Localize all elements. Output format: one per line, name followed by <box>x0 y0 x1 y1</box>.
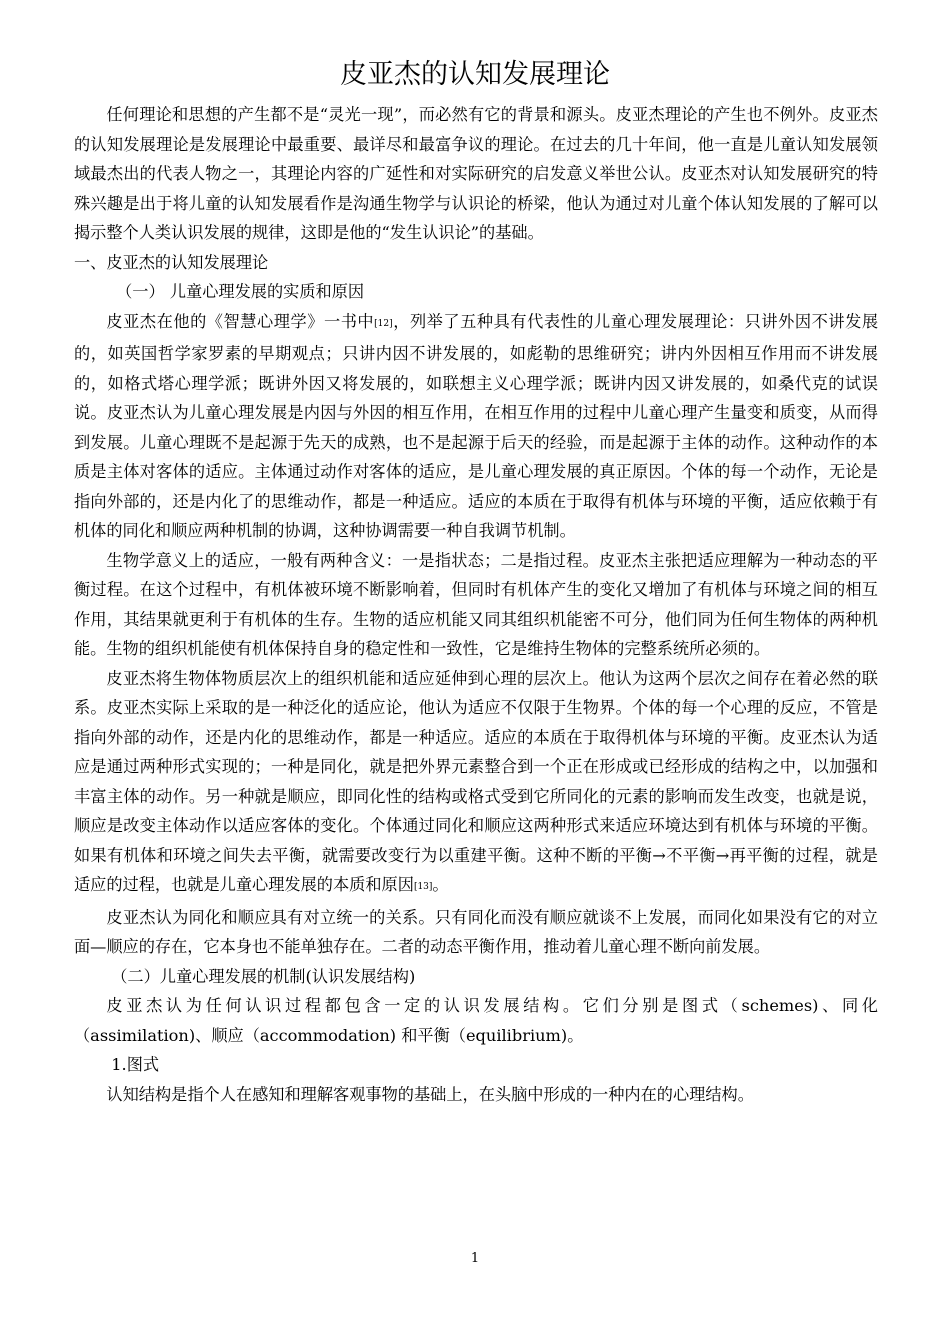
citation-reference: [12] <box>374 318 393 329</box>
body-paragraph: 生物学意义上的适应，一般有两种含义：一是指状态；二是指过程。皮亚杰主张把适应理解为一种动态的平衡过程。在这个过程中，有机体被环境不断影响着，但同时有机体产生的变化又增加了有机体与环境之间的相互作用，其结果就更利于有机体的生存。生物的适应机能又同其组织机能密不可分，他们同为任何生物体的两种机能。生物的组织机能使有机体保持自身的稳定性和一致性，它是维持生物体的完整系统所必须的。 <box>74 550 878 658</box>
body-paragraph: 皮亚杰认为同化和顺应具有对立统一的关系。只有同化而没有顺应就谈不上发展，而同化如果没有它的对立面—顺应的存在，它本身也不能单独存在。二者的动态平衡作用，推动着儿童心理不断向前发展。 <box>74 907 878 956</box>
body-paragraph <box>74 664 878 903</box>
subsubsection-heading: 1.图式 <box>111 1055 160 1074</box>
document-title: 皮亚杰的认知发展理论 <box>340 59 610 90</box>
paragraph-text: ，列举了五种具有代表性的儿童心理发展理论：只讲外因不讲发展的，如英国哲学家罗素的早期观点；只讲内因不讲发展的，如彪勒的思维研究；讲内外因相互作用而不讲发展的，如格式塔心理学派；既讲外因又将发展的，如联想主义心理学派；既讲内因又讲发展的，如桑代克的试误说。皮亚杰认为儿童心理发展是内因与外因的相互作用，在相互作用的过程中儿童心理产生量变和质变，从而得到发展。儿童心理既不是起源于先天的成熟，也不是起源于后天的经验，而是起源于主体的动作。这种动作的本质是主体对客体的适应。主体通过动作对客体的适应，是儿童心理发展的真正原因。个体的每一个动作，无论是指向外部的，还是内化了的思维动作，都是一种适应。适应的本质在于取得有机体与环境的平衡，适应依赖于有机体的同化和顺应两种机制的协调，这种协调需要一种自我调节机制。 <box>74 311 879 540</box>
subsection-heading: （二）儿童心理发展的机制(认识发展结构) <box>111 966 416 986</box>
paragraph-text: 皮亚杰将生物体物质层次上的组织机能和适应延伸到心理的层次上。他认为这两个层次之间存在着必然的联系。皮亚杰实际上采取的是一种泛化的适应论，他认为适应不仅限于生物界。个体的每一个心理的反应，不管是指向外部的动作，还是内化的思维动作，都是一种适应。适应的本质在于取得机体与环境的平衡。皮亚杰认为适应是通过两种形式实现的；一种是同化，就是把外界元素整合到一个正在形成或已经形成的结构之中，以加强和丰富主体的动作。另一种就是顺应，即同化性的结构或格式受到它所同化的元素的影响而发生改变，也就是说，顺应是改变主体动作以适应客体的变化。个体通过同化和顺应这两种形式来适应环境达到有机体与环境的平衡。如果有机体和环境之间失去平衡，就需要改变行为以重建平衡。这种不断的平衡→不平衡→再平衡的过程，就是适应的过程，也就是儿童心理发展的本质和原因 <box>74 668 878 894</box>
subsection-heading: （一） 儿童心理发展的实质和原因 <box>116 282 365 301</box>
intro-paragraph: 任何理论和思想的产生都不是“灵光一现”，而必然有它的背景和源头。皮亚杰理论的产生也不例外。皮亚杰的认知发展理论是发展理论中最重要、最详尽和最富争议的理论。在过去的几十年间，他一直是儿童认知发展领域最杰出的代表人物之一，其理论内容的广延性和对实际研究的启发意义举世公认。皮亚杰对认知发展研究的特殊兴趣是出于将儿童的认知发展看作是沟通生物学与认识论的桥梁，他认为通过对儿童个体认知发展的了解可以揭示整个人类认识发展的规律，这即是他的“发生认识论”的基础。 <box>74 105 878 242</box>
paragraph-text: 皮亚杰在他的《智慧心理学》一书中 <box>106 311 375 331</box>
section-heading: 一、皮亚杰的认知发展理论 <box>74 252 269 272</box>
citation-reference: [13] <box>413 882 433 892</box>
body-paragraph: 皮亚杰认为任何认识过程都包含一定的认识发展结构。它们分别是图式（schemes)、同化（assimilation)、顺应（accommodation) 和平衡（equilibrium)。 <box>74 996 878 1045</box>
page-number: 1 <box>470 1251 480 1266</box>
paragraph-text: 。 <box>432 875 449 894</box>
body-paragraph: 认知结构是指个人在感知和理解客观事物的基础上，在头脑中形成的一种内在的心理结构。 <box>106 1084 754 1104</box>
document-body <box>74 100 878 1109</box>
body-paragraph <box>74 307 878 546</box>
